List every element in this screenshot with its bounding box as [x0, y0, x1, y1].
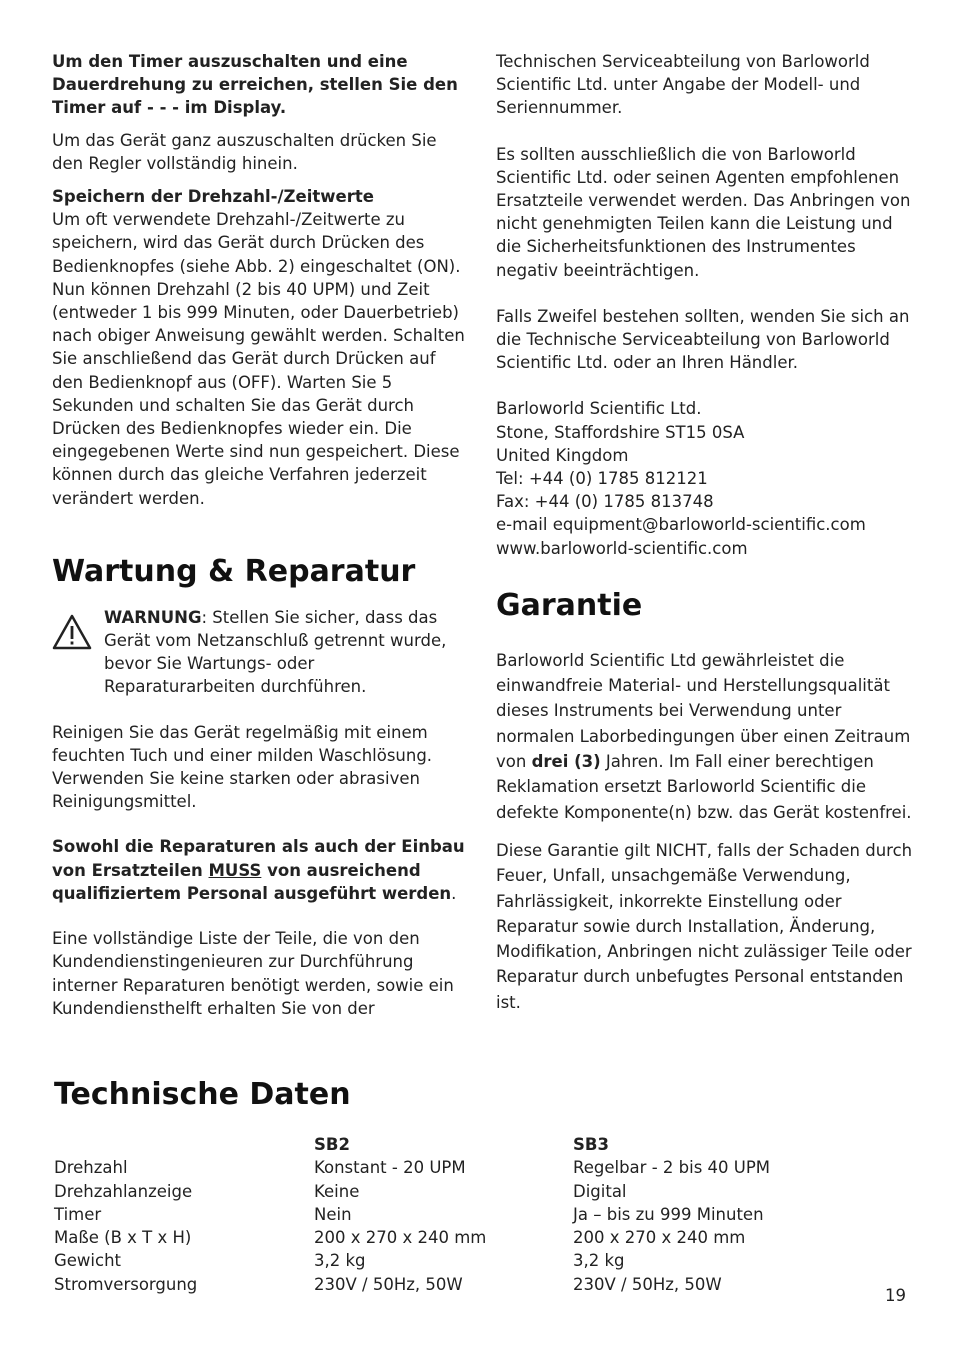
- table-row: [54, 1156, 914, 1179]
- warning-message: : Stellen Sie sicher, dass das Gerät vom Netzanschluß getrennt wurde, bevor Sie Wartungs- oder Reparaturarbeiten durchführen.: [104, 607, 447, 697]
- spec-label: Gewicht: [54, 1251, 122, 1271]
- maintenance-heading: Wartung & Reparatur: [52, 553, 416, 589]
- repair-notice: [52, 835, 470, 905]
- spec-label: Timer: [54, 1204, 102, 1224]
- specs-col-sb2: SB2: [314, 1135, 350, 1154]
- warning-label: WARNUNG: [104, 607, 202, 627]
- page-number: 19: [885, 1286, 906, 1305]
- specs-heading: Technische Daten: [54, 1077, 351, 1112]
- table-row: [54, 1273, 914, 1296]
- spec-label: Maße (B x T x H): [54, 1228, 192, 1248]
- spec-sb3-value: 230V / 50Hz, 50W: [573, 1274, 722, 1294]
- address-line: Barloworld Scientific Ltd.: [496, 399, 702, 419]
- repair-notice-a: Sowohl die Reparaturen als auch der Einbau von Ersatzteilen: [52, 837, 465, 880]
- address-line: Fax: +44 (0) 1785 813748: [496, 492, 714, 512]
- store-values-body: Um oft verwendete Drehzahl-/Zeitwerte zu speichern, wird das Gerät durch Drücken des Bedienknopfes (siehe Abb. 2) eingeschaltet (ON). Nun können Drehzahl (2 bis 40 UPM) und Zeit (entweder 1 bis 999 Minuten, oder Dauerbetrieb) nach obiger Anweisung gewählt werden. Schalten Sie anschließend das Gerät durch Drücken auf den Bedienknopf aus (OFF). Warten Sie 5 Sekunden und schalten Sie das Gerät durch Drücken des Bedienknopfes wieder ein. Die eingegebenen Werte sind nun gespeichert. Diese können durch das gleiche Verfahren jederzeit verändert werden.: [52, 210, 465, 508]
- spec-sb3-value: 200 x 270 x 240 mm: [573, 1228, 746, 1248]
- table-row: [54, 1226, 914, 1249]
- warranty-heading: Garantie: [496, 587, 643, 623]
- repair-notice-muss: MUSS: [208, 860, 262, 880]
- address-block: [496, 397, 916, 559]
- warning-text: [104, 606, 470, 699]
- warranty-text-b: Jahren. Im Fall einer berechtigen Reklamation ersetzt Barloworld Scientific die defekte Komponente(n) bzw. das Gerät kostenfrei.: [496, 752, 912, 822]
- warranty-text-a: Barloworld Scientific Ltd gewährleistet die einwandfreie Material- und Herstellungsqualität dieses Instruments bei Verwendung unter normalen Laborbedingungen über einen Zeitraum von: [496, 650, 911, 772]
- email-link[interactable]: e-mail equipment@barloworld-scientific.com: [496, 515, 866, 535]
- website-link[interactable]: www.barloworld-scientific.com: [496, 538, 748, 558]
- cleaning-instruction: Reinigen Sie das Gerät regelmäßig mit einem feuchten Tuch und einer milden Waschlösung. Verwenden Sie keine starken oder abrasiven Reinigungsmittel.: [52, 722, 433, 812]
- table-row: [54, 1249, 914, 1272]
- repair-notice-b: von ausreichend qualifiziertem Personal ausgeführt werden: [52, 860, 452, 903]
- spec-label: Stromversorgung: [54, 1274, 198, 1294]
- spec-sb3-value: Digital: [573, 1181, 627, 1201]
- warranty-paragraph-2: Diese Garantie gilt NICHT, falls der Schaden durch Feuer, Unfall, unsachgemäße Verwendung, Fahrlässigkeit, inkorrekte Einstellung oder Reparatur sowie durch Installation, Änderung, Modifikation, Anbringen nicht zulässiger Teile oder Reparatur durch unbefugtes Personal entstanden ist.: [496, 840, 913, 1012]
- spec-sb2-value: 3,2 kg: [314, 1251, 366, 1271]
- table-row: [54, 1203, 914, 1226]
- right-column: [496, 50, 916, 1015]
- warning-triangle-icon: [52, 606, 92, 699]
- warranty-paragraph-1: [496, 648, 916, 825]
- warranty-duration: drei (3): [531, 752, 601, 772]
- spec-sb2-value: 200 x 270 x 240 mm: [314, 1228, 487, 1248]
- spec-sb2-value: 230V / 50Hz, 50W: [314, 1274, 463, 1294]
- spec-label: Drehzahl: [54, 1158, 128, 1178]
- contact-paragraph: Falls Zweifel bestehen sollten, wenden Sie sich an die Technische Serviceabteilung von Barloworld Scientific Ltd. oder an Ihren Händler.: [496, 306, 910, 373]
- spec-sb3-value: 3,2 kg: [573, 1251, 625, 1271]
- spec-sb3-value: Regelbar - 2 bis 40 UPM: [573, 1158, 771, 1178]
- spec-label: Drehzahlanzeige: [54, 1181, 193, 1201]
- parts-list-info: Eine vollständige Liste der Teile, die von den Kundendienstingenieuren zur Durchführung interner Reparaturen benötigt werden, sowie ein Kundendiensthelft erhalten Sie von der: [52, 929, 454, 1018]
- table-row: [54, 1180, 914, 1203]
- store-values-heading: Speichern der Drehzahl-/Zeitwerte: [52, 187, 374, 207]
- spec-sb3-value: Ja – bis zu 999 Minuten: [573, 1204, 764, 1224]
- timer-off-instruction: Um den Timer auszuschalten und eine Dauerdrehung zu erreichen, stellen Sie den Timer auf - - - im Display.: [52, 52, 458, 118]
- address-line: Stone, Staffordshire ST15 0SA: [496, 422, 745, 442]
- specs-col-sb3: SB3: [573, 1135, 609, 1154]
- service-paragraph: Technischen Serviceabteilung von Barloworld Scientific Ltd. unter Angabe der Modell- und Seriennummer.: [496, 52, 870, 118]
- address-line: Tel: +44 (0) 1785 812121: [496, 469, 708, 489]
- warning-block: [52, 606, 470, 699]
- spec-sb2-value: Keine: [314, 1181, 360, 1201]
- left-column: [52, 50, 470, 1020]
- spec-sb2-value: Nein: [314, 1204, 352, 1224]
- repair-notice-end: .: [451, 883, 457, 903]
- spec-sb2-value: Konstant - 20 UPM: [314, 1158, 466, 1178]
- power-off-instruction: Um das Gerät ganz auszuschalten drücken Sie den Regler vollständig hinein.: [52, 130, 437, 173]
- specs-table: [54, 1133, 914, 1296]
- specs-header-row: [54, 1133, 914, 1156]
- spare-parts-paragraph: Es sollten ausschließlich die von Barloworld Scientific Ltd. oder seinen Agenten empfohlenen Ersatzteile verwendet werden. Das Anbringen von nicht genehmigten Teilen kann die Leistung und die Sicherheitsfunktionen des Instrumentes negativ beeinträchtigen.: [496, 144, 911, 280]
- address-line: United Kingdom: [496, 445, 629, 465]
